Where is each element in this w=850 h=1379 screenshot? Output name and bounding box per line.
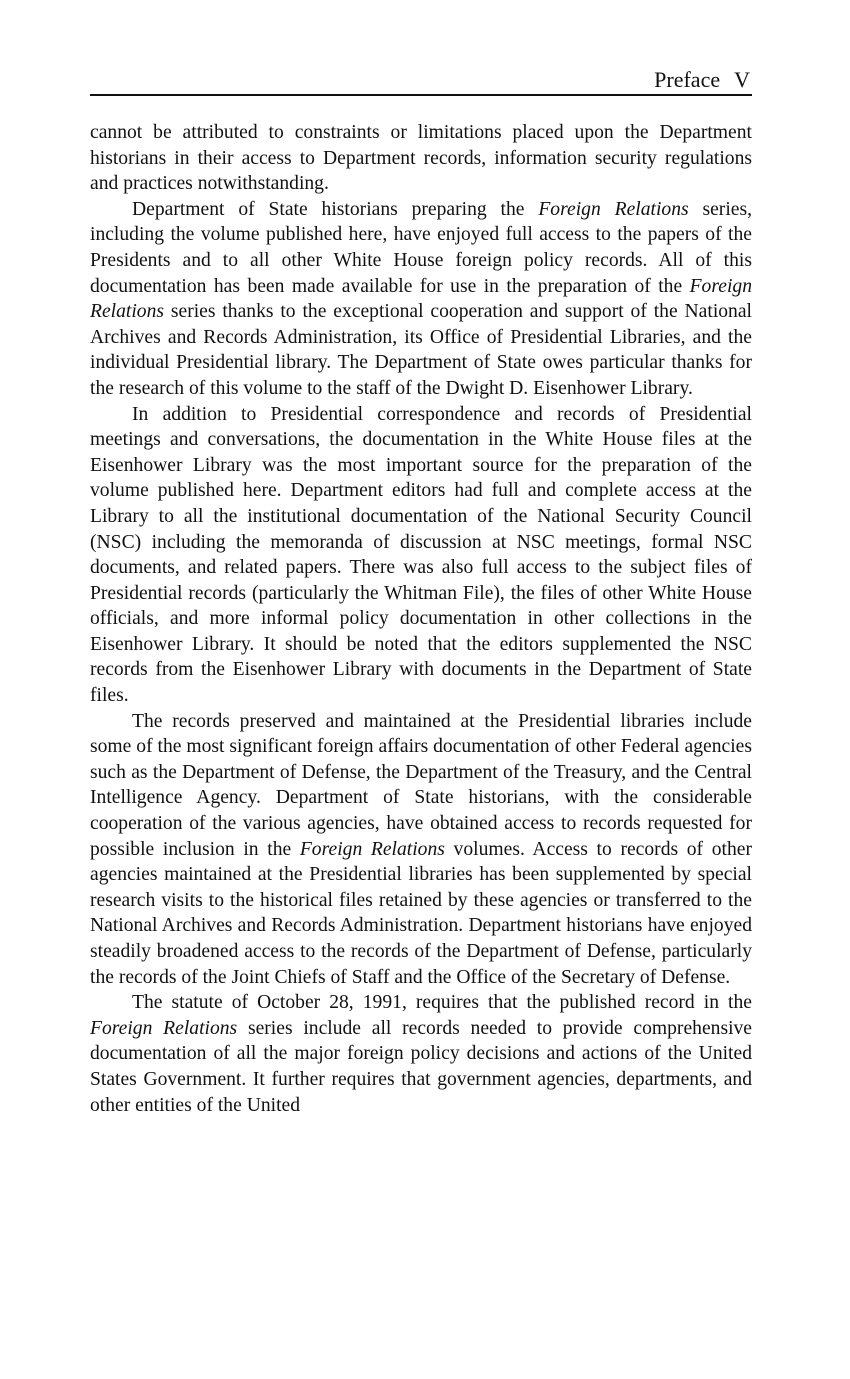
body-text <box>90 120 752 1118</box>
header-section-title: Preface <box>654 67 721 92</box>
text-run: series include all records needed to provide comprehensive documentation of all the major foreign policy decisions and actions of the United States Government. It further requires that government agencies, departments, and other entities of the United <box>90 1017 753 1116</box>
paragraph-2 <box>90 197 752 402</box>
series-title-italic: Foreign Relations <box>90 275 752 323</box>
text-run: The records preserved and maintained at the Presidential libraries include some of the most significant foreign affairs documentation of other Federal agencies such as the Department of Defense, the Department of the Treasury, and the Central Intelligence Agency. Department of State historians, with the considerable cooperation of the various agencies, have obtained access to records requested for possible inclusion in the <box>90 710 752 860</box>
text-run: series, including the volume published here, have enjoyed full access to the papers of the Presidents and to all other White House foreign policy records. All of this documentation has been made available for use in the preparation of the <box>90 198 752 297</box>
paragraph-1 <box>90 120 752 197</box>
series-title-italic: Foreign Relations <box>299 838 445 860</box>
series-title-italic: Foreign Relations <box>90 1017 238 1039</box>
text-run: cannot be attributed to constraints or limitations placed upon the Department historians in their access to Department records, information security regulations and practices notwithstanding. <box>90 122 752 195</box>
text-run: Department of State historians preparing the <box>132 198 539 220</box>
paragraph-4 <box>90 709 752 991</box>
text-run: In addition to Presidential correspondence and records of Presidential meetings and conversations, the documentation in the White House files at the Eisenhower Library was the most important source for the preparation of the volume published here. Department editors had full and complete access at the Library to all the institutional documentation of the National Security Council (NSC) including the memoranda of discussion at NSC meetings, formal NSC documents, and related papers. There was also full access to the subject files of Presidential records (particularly the Whitman File), the files of other White House officials, and more informal policy documentation in other collections in the Eisenhower Library. It should be noted that the editors supplemented the NSC records from the Eisenhower Library with documents in the Department of State files. <box>90 403 752 707</box>
text-run: The statute of October 28, 1991, requires that the published record in the <box>132 992 752 1014</box>
text-run: series thanks to the exceptional cooperation and support of the National Archives and Records Administration, its Office of Presidential Libraries, and the individual Presidential library. The Department of State owes particular thanks for the research of this volume to the staff of the Dwight D. Eisenhower Library. <box>90 301 752 399</box>
series-title-italic: Foreign Relations <box>538 198 689 220</box>
text-run: volumes. Access to records of other agencies maintained at the Presidential libraries has been supplemented by special research visits to the historical files retained by these agencies or transferred to the National Archives and Records Administration. Department historians have enjoyed steadily broadened access to the records of the Department of Defense, particularly the records of the Joint Chiefs of Staff and the Office of the Secretary of Defense. <box>90 838 752 988</box>
header-right <box>654 66 750 94</box>
running-header <box>90 66 752 96</box>
page-number: V <box>734 67 750 92</box>
paragraph-3 <box>90 402 752 709</box>
paragraph-5 <box>90 990 752 1118</box>
